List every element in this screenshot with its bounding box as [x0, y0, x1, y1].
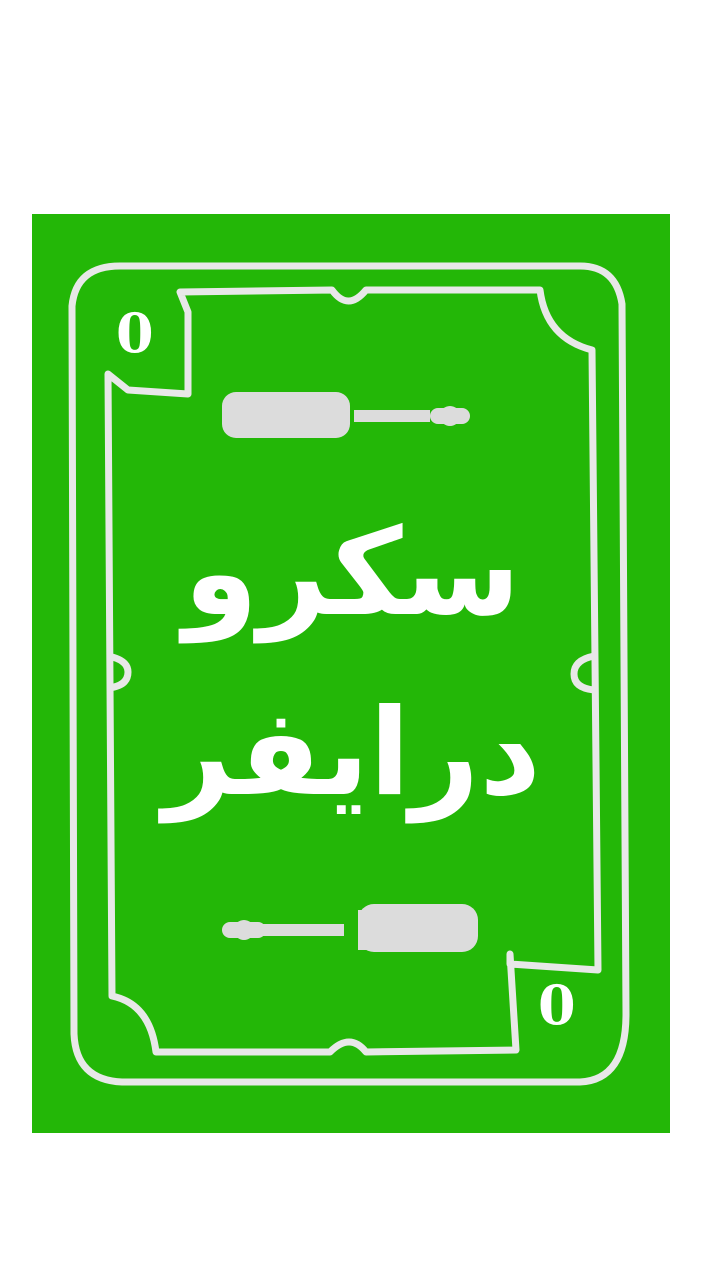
card-value-top-left: 0: [116, 301, 154, 365]
screwdriver-icon: [222, 904, 478, 952]
card-value-bottom-right: 0: [538, 973, 576, 1037]
inner-border: [108, 290, 598, 1052]
notch-right: [574, 656, 594, 690]
game-card[interactable]: [32, 214, 670, 1133]
screwdriver-icon: [222, 392, 470, 438]
card-title-line-2: درایفر: [163, 684, 541, 823]
card-title-line-1: سکرو: [183, 504, 521, 643]
